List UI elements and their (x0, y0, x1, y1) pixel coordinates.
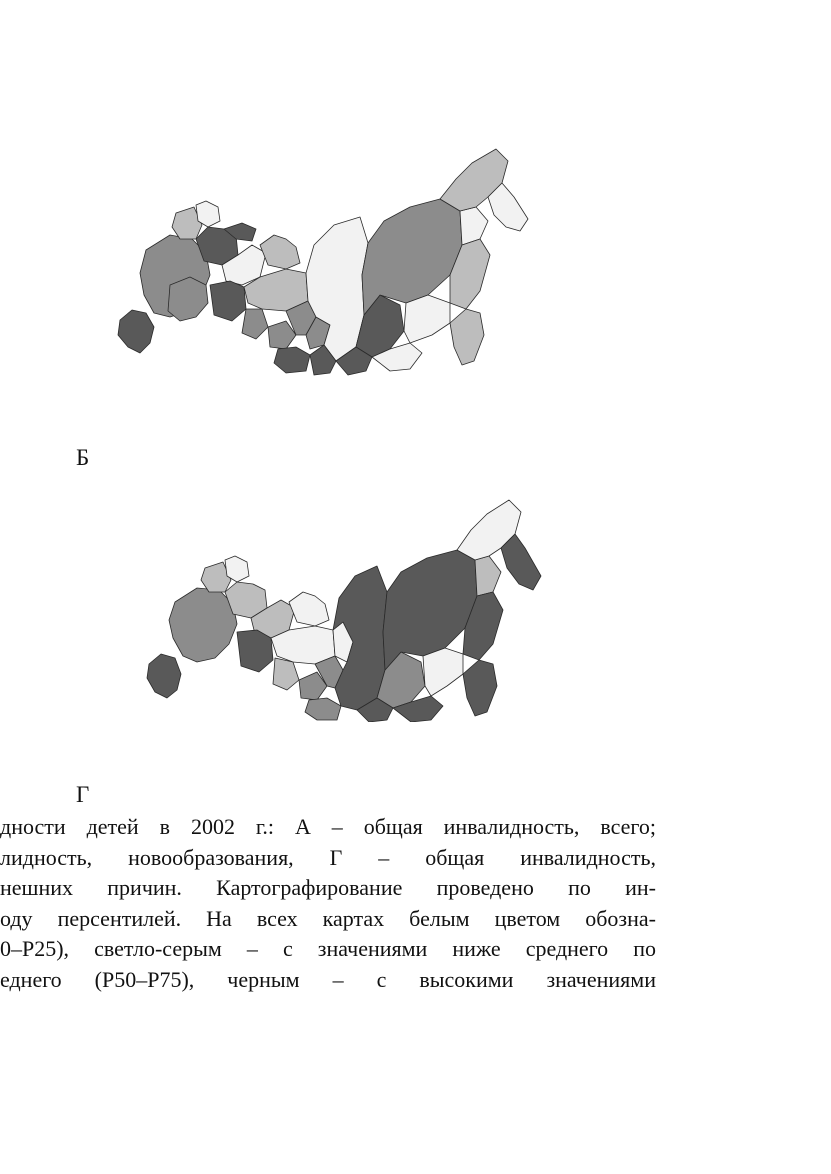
caption-line-2: лидность, новообразования, Г – общая инвалидность, (0, 844, 656, 870)
russia-map-g (145, 492, 545, 722)
caption-line-1: дности детей в 2002 г.: А – общая инвалидность, всего; (0, 814, 656, 839)
caption-line-4: оду персентилей. На всех картах белым цветом обозна- (0, 905, 656, 931)
region-altai (305, 698, 341, 720)
region-amur (423, 648, 463, 696)
region-yamal (289, 592, 329, 626)
russia-map-b (110, 135, 530, 380)
region-tyumen-south (242, 309, 268, 339)
region-altai (274, 347, 310, 373)
figure-caption (0, 812, 656, 995)
region-central-2 (168, 277, 208, 321)
region-magadan (460, 207, 488, 245)
region-amur (404, 295, 450, 343)
region-kamchatka (501, 534, 541, 590)
map-g-regions (147, 500, 541, 722)
region-yakutia (362, 199, 462, 315)
map-label-g: Г (76, 782, 90, 807)
map-label-b: Б (76, 445, 90, 470)
caption-line-3: нешних причин. Картографирование проведено по ин- (0, 875, 656, 900)
region-south (147, 654, 181, 698)
region-central (169, 588, 237, 662)
region-primorye (463, 660, 497, 716)
region-yamal (260, 235, 300, 269)
region-primorye (450, 309, 484, 365)
caption-line-5: 0–P25), светло-серым – с значениями ниже среднего по (0, 936, 656, 961)
region-urals (210, 281, 246, 321)
region-south (118, 310, 154, 353)
region-tyumen-south (273, 658, 299, 690)
caption-line-6: еднего (P50–P75), черным – с высокими значениями (0, 966, 656, 992)
region-urals (237, 630, 273, 672)
region-magadan (475, 556, 501, 596)
map-b-regions (118, 149, 528, 375)
